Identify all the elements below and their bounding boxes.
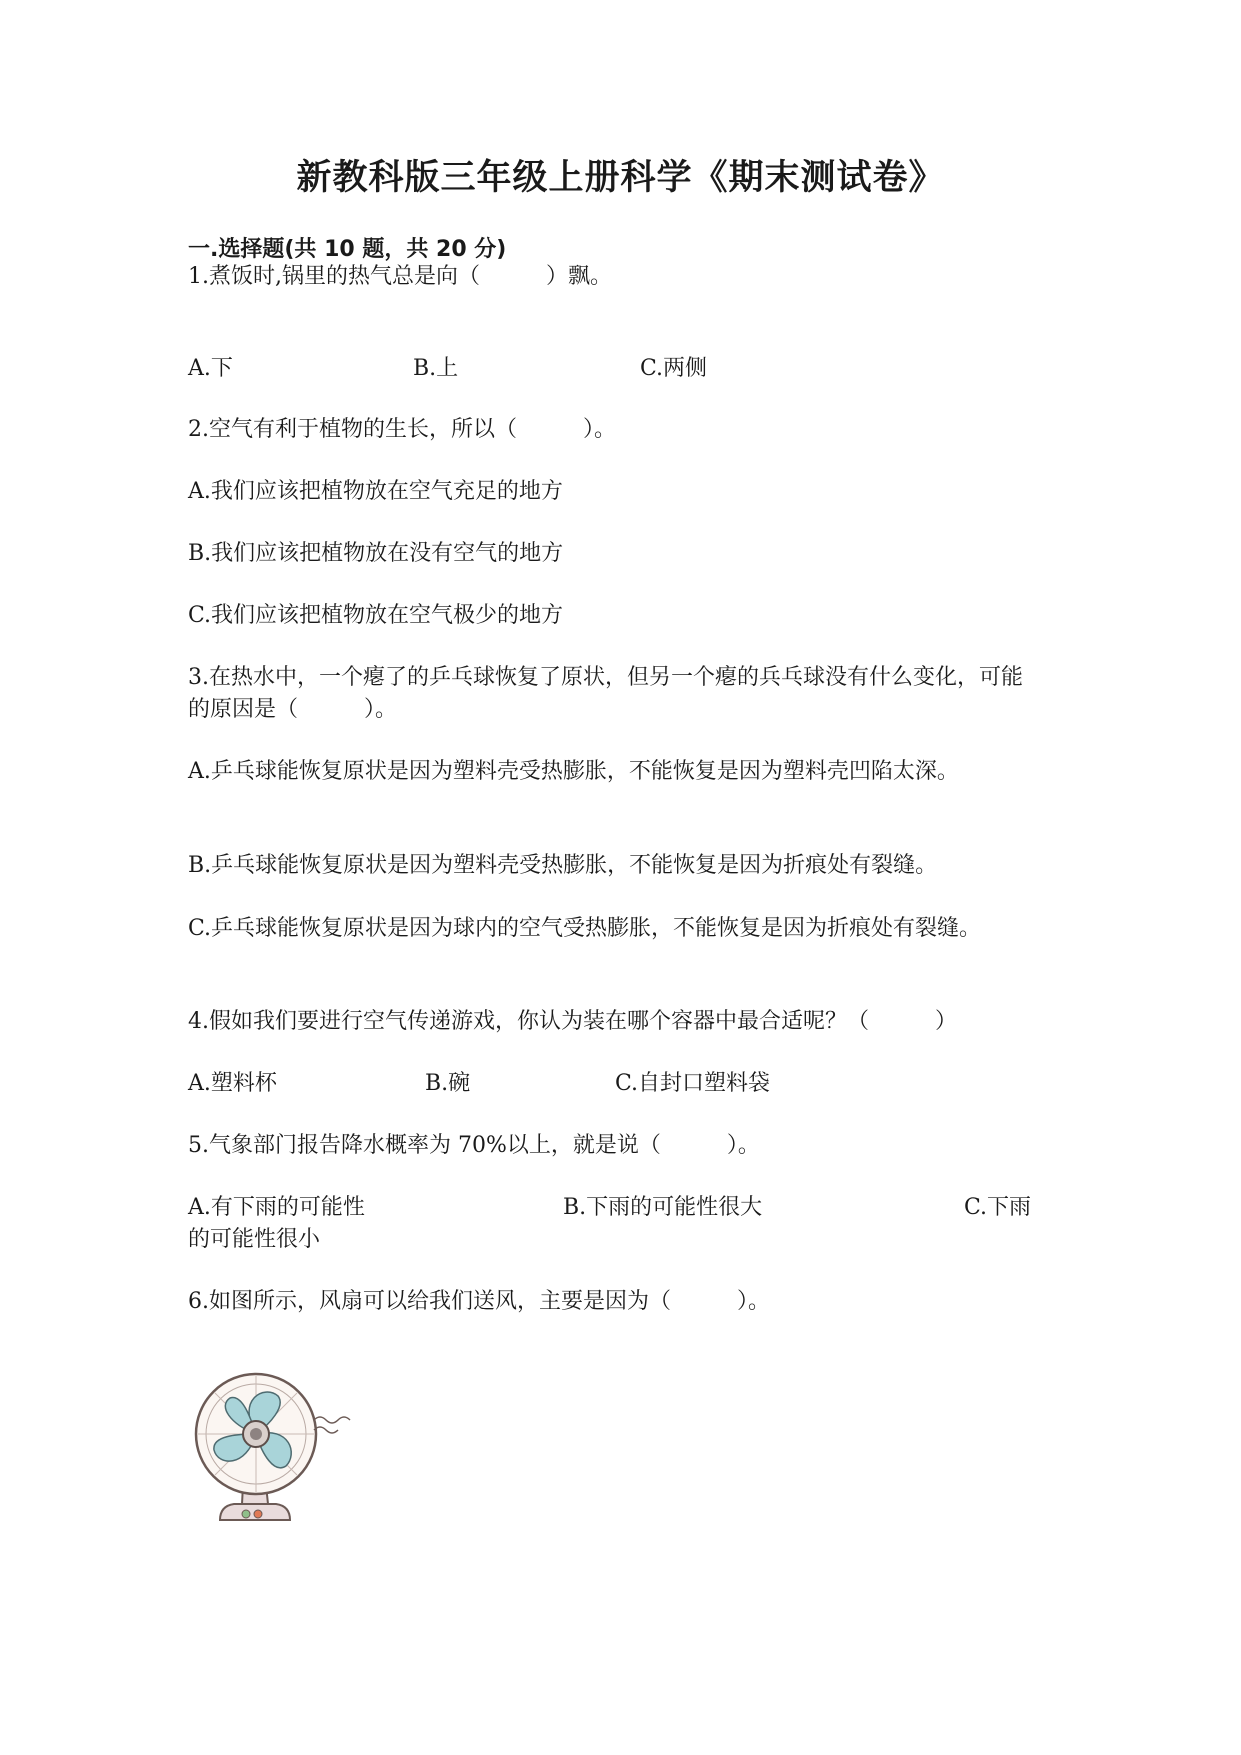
option-c: C.乒乓球能恢复原状是因为球内的空气受热膨胀，不能恢复是因为折痕处有裂缝。 <box>188 916 982 941</box>
option-a: A.下 <box>188 356 233 381</box>
option-c: C.我们应该把植物放在空气极少的地方 <box>188 603 564 628</box>
question-stem: 3.在热水中，一个瘪了的乒乓球恢复了原状，但另一个瘪的兵乓球没有什么变化，可能的原因是（ ）。 <box>188 665 1023 722</box>
option-b: B.我们应该把植物放在没有空气的地方 <box>188 541 564 566</box>
question-stem: 4.假如我们要进行空气传递游戏，你认为装在哪个容器中最合适呢？（ ） <box>188 1009 957 1034</box>
option-c: C.自封口塑料袋 <box>615 1071 771 1096</box>
option-b: B.上 <box>413 356 459 381</box>
option-b: B.乒乓球能恢复原状是因为塑料壳受热膨胀，不能恢复是因为折痕处有裂缝。 <box>188 853 938 878</box>
option-c: C.下雨 <box>964 1195 1032 1220</box>
option-b: B.碗 <box>425 1071 471 1096</box>
option-a: A.塑料杯 <box>188 1071 277 1096</box>
question-stem: 2.空气有利于植物的生长，所以（ ）。 <box>188 417 616 442</box>
electric-fan-icon <box>186 1370 366 1540</box>
option-b: B.下雨的可能性很大 <box>563 1195 763 1220</box>
page-title: 新教科版三年级上册科学《期末测试卷》 <box>296 158 945 198</box>
option-c: C.两侧 <box>640 356 708 381</box>
question-stem: 6.如图所示，风扇可以给我们送风，主要是因为（ ）。 <box>188 1289 770 1314</box>
section-heading: 一.选择题(共 10 题，共 20 分) <box>188 237 507 262</box>
question-stem: 5.气象部门报告降水概率为 70%以上，就是说（ ）。 <box>188 1133 760 1158</box>
option-c-continued: 的可能性很小 <box>188 1227 321 1252</box>
question-stem: 1.煮饭时,锅里的热气总是向（ ）飘。 <box>188 264 612 289</box>
option-a: A.有下雨的可能性 <box>188 1195 365 1220</box>
option-a: A.我们应该把植物放在空气充足的地方 <box>188 479 563 504</box>
option-a: A.乒乓球能恢复原状是因为塑料壳受热膨胀，不能恢复是因为塑料壳凹陷太深。 <box>188 759 959 784</box>
